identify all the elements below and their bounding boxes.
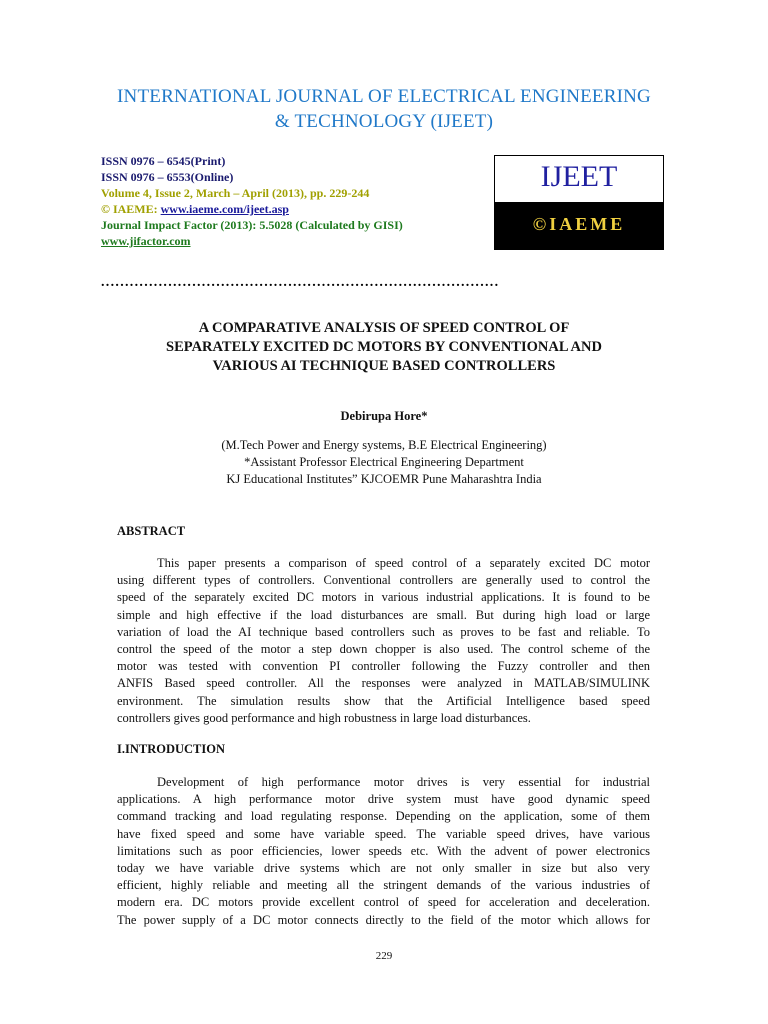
journal-title-line-2: & TECHNOLOGY (IJEET) — [274, 111, 494, 132]
iaeme-prefix: © IAEME: — [101, 202, 161, 216]
jifactor-line — [101, 233, 403, 249]
introduction-line: command tracking and load regulating response. Depending on the application, some of them — [117, 809, 650, 824]
volume-info: Volume 4, Issue 2, March – April (2013), pp. 229-244 — [101, 186, 370, 200]
abstract-line: using different types of controllers. Conventional controllers are generally used to control the — [117, 573, 650, 588]
introduction-heading: I.INTRODUCTION — [117, 742, 226, 756]
issn-online: ISSN 0976 – 6553(Online) — [101, 170, 234, 184]
affiliation-line: (M.Tech Power and Energy systems, B.E Electrical Engineering) — [221, 438, 547, 452]
abstract-body — [117, 555, 650, 727]
abstract-line: speed of the separately excited DC motors in various industrial applications. It is found to be — [117, 590, 650, 605]
journal-title-line-1: INTERNATIONAL JOURNAL OF ELECTRICAL ENGINEERING — [117, 86, 651, 107]
iaeme-link[interactable]: www.iaeme.com/ijeet.asp — [160, 202, 289, 216]
paper-title-line: VARIOUS AI TECHNIQUE BASED CONTROLLERS — [212, 358, 556, 374]
iaeme-line — [101, 201, 403, 217]
abstract-line: simple and high effective if the load disturbances are small. But during high load or large — [117, 607, 650, 622]
journal-logo — [494, 155, 664, 250]
page-number: 229 — [375, 950, 393, 962]
journal-title — [0, 84, 768, 134]
paper-title-line: SEPARATELY EXCITED DC MOTORS BY CONVENTIONAL AND — [166, 339, 602, 355]
introduction-line: efficient, highly reliable and meeting all the stringent demands of the various industries of — [117, 878, 650, 893]
introduction-body — [117, 774, 650, 929]
paper-title-line: A COMPARATIVE ANALYSIS OF SPEED CONTROL OF — [198, 320, 570, 336]
author-affiliation — [0, 437, 768, 488]
abstract-line: ANFIS Based speed controller. All the responses were analyzed in MATLAB/SIMULINK — [117, 676, 650, 691]
introduction-line: The power supply of a DC motor connects directly to the field of the motor which allows for — [117, 912, 650, 927]
jifactor-link[interactable]: www.jifactor.com — [101, 234, 191, 248]
paper-title — [0, 319, 768, 376]
abstract-line: controllers gives good performance and high robustness in large load disturbances. — [117, 710, 531, 725]
abstract-line: variation of load the AI technique based controllers such as proves to be fast and reliable. To — [117, 624, 650, 639]
introduction-line: today we have variable drive systems which are not only smaller in size but also very — [117, 860, 650, 875]
issn-block — [101, 153, 403, 249]
dotted-divider: ................................................................................... — [101, 278, 500, 288]
impact-factor: Journal Impact Factor (2013): 5.5028 (Calculated by GISI) — [101, 218, 403, 232]
issn-print: ISSN 0976 – 6545(Print) — [101, 154, 226, 168]
abstract-line: This paper presents a comparison of speed control of a separately excited DC motor — [157, 556, 650, 570]
author-name: Debirupa Hore* — [340, 409, 428, 423]
introduction-line: have fixed speed and some have variable speed. The variable speed drives, have various — [117, 826, 650, 841]
introduction-line: Development of high performance motor drives is very essential for industrial — [157, 775, 650, 789]
abstract-heading: ABSTRACT — [117, 524, 186, 538]
abstract-line: control the speed of the motor a step down chopper is also used. The control scheme of the — [117, 641, 650, 656]
introduction-line: limitations such as poor efficiencies, lower speeds etc. With the advent of power electronics — [117, 843, 650, 858]
introduction-line: modern era. DC motors provide excellent control of speed for acceleration and deceleration. — [117, 895, 650, 910]
logo-name: IJEET — [540, 160, 618, 193]
introduction-line: applications. A high performance motor drive system must have good dynamic speed — [117, 792, 650, 807]
affiliation-line: *Assistant Professor Electrical Engineering Department — [244, 455, 524, 469]
abstract-line: environment. The simulation results show that the Artificial Intelligence based speed — [117, 693, 650, 708]
abstract-line: motor was tested with convention PI controller following the Fuzzy controller and then — [117, 659, 650, 674]
affiliation-line: KJ Educational Institutes” KJCOEMR Pune Maharashtra India — [226, 472, 542, 486]
logo-publisher: ©IAEME — [495, 202, 663, 249]
